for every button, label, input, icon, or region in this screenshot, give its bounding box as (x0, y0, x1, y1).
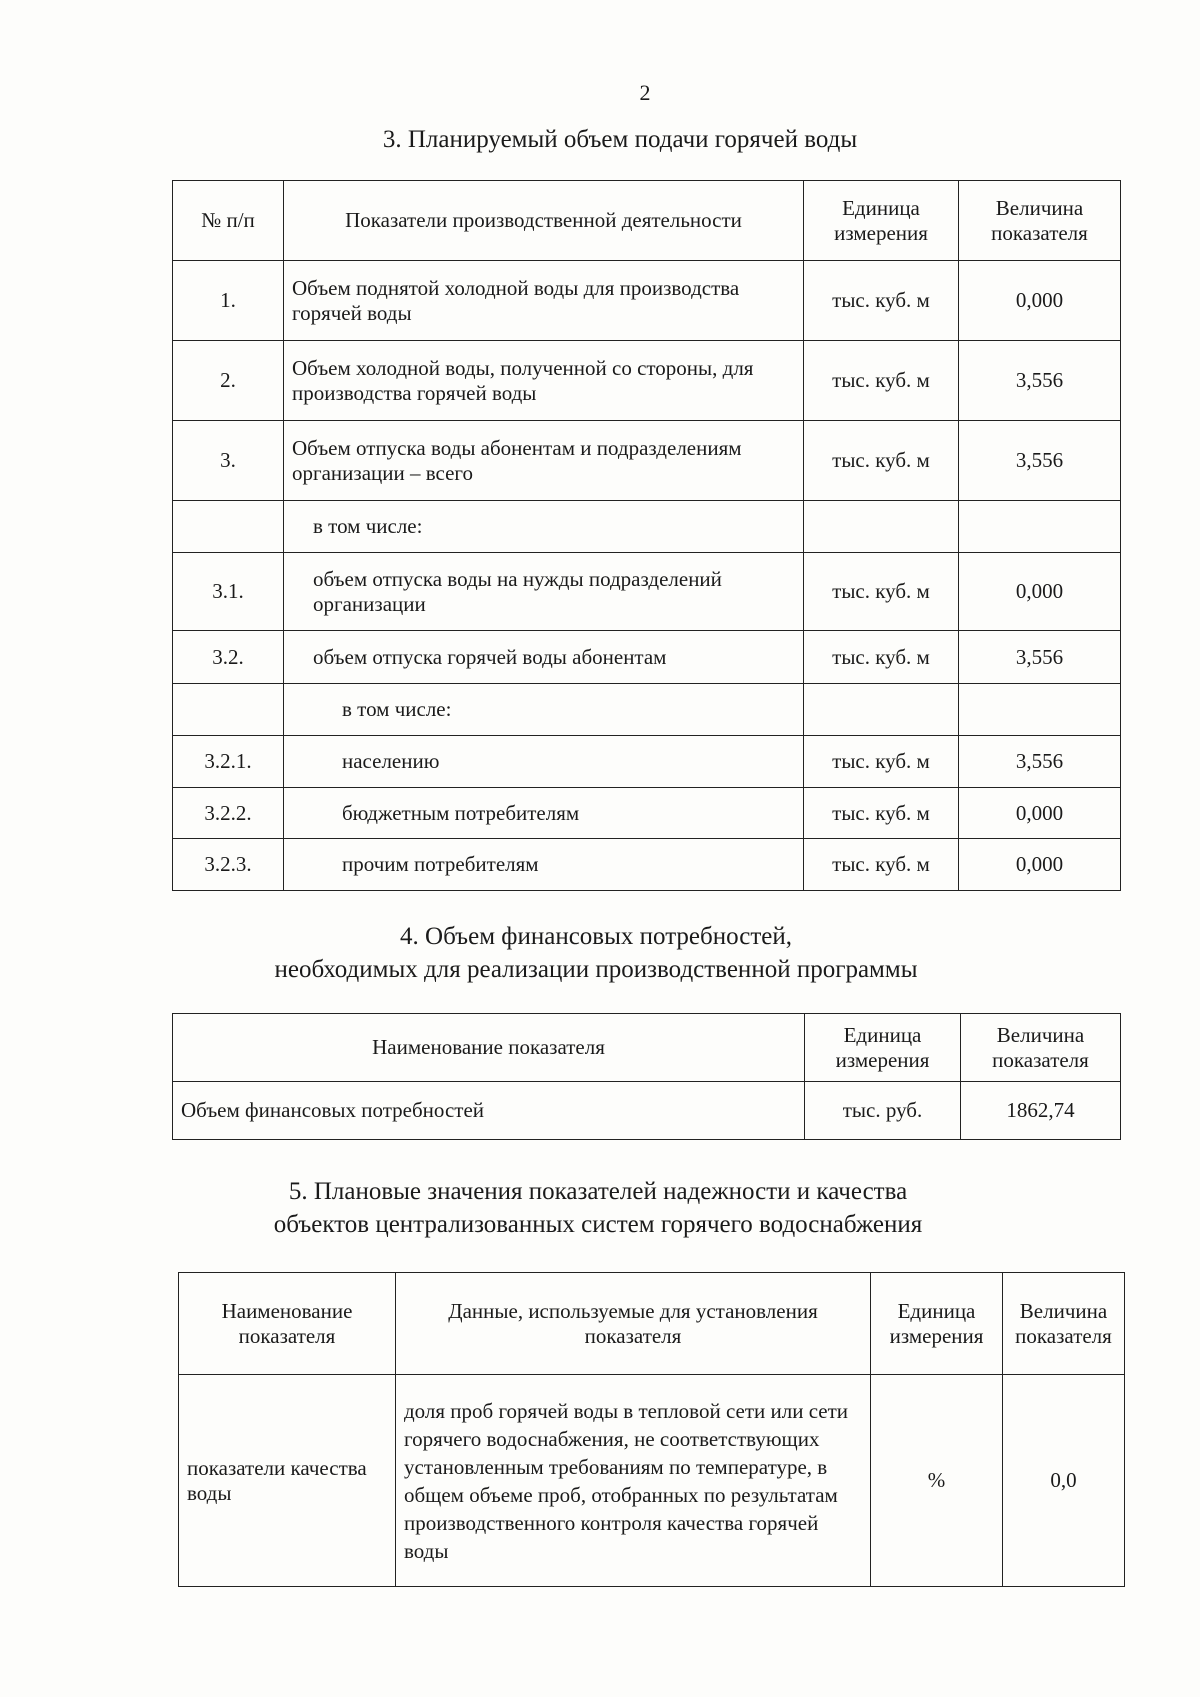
col-header-value: Величина показателя (961, 1014, 1121, 1082)
row-name: Объем поднятой холодной воды для производства горячей воды (284, 261, 804, 341)
row-value (959, 501, 1121, 553)
table-row (173, 553, 1121, 631)
row-name: Объем холодной воды, полученной со стороны, для производства горячей воды (284, 341, 804, 421)
row-value: 3,556 (959, 421, 1121, 501)
col-header-name: Наименование показателя (179, 1273, 396, 1375)
reliability-quality-table (178, 1272, 1125, 1587)
row-num: 3.2.1. (173, 736, 284, 788)
table-header-row (173, 181, 1121, 261)
col-header-unit: Единица измерения (804, 181, 959, 261)
col-header-value: Величина показателя (1003, 1273, 1125, 1375)
row-unit (804, 501, 959, 553)
table-row (173, 684, 1121, 736)
row-value (959, 684, 1121, 736)
row-value: 0,0 (1003, 1375, 1125, 1587)
table-header-row (173, 1014, 1121, 1082)
row-num: 3.2. (173, 631, 284, 684)
table-row (173, 1082, 1121, 1140)
page-number: 2 (639, 80, 651, 105)
table-row (173, 341, 1121, 421)
table-row (173, 839, 1121, 891)
row-value: 3,556 (959, 736, 1121, 788)
row-num (173, 684, 284, 736)
col-header-unit: Единица измерения (805, 1014, 961, 1082)
table-row (173, 421, 1121, 501)
row-unit: тыс. руб. (805, 1082, 961, 1140)
row-name: в том числе: (284, 501, 804, 553)
col-header-unit: Единица измерения (871, 1273, 1003, 1375)
row-name: бюджетным потребителям (284, 788, 804, 839)
section-5-title-line2: объектов централизованных систем горячего водоснабжения (273, 1211, 923, 1238)
table-row (173, 788, 1121, 839)
table-row (173, 501, 1121, 553)
row-num: 3. (173, 421, 284, 501)
section-5-title (0, 1175, 1196, 1241)
row-name: прочим потребителям (284, 839, 804, 891)
row-name: населению (284, 736, 804, 788)
row-unit: тыс. куб. м (804, 788, 959, 839)
row-unit: % (871, 1375, 1003, 1587)
row-name: Объем финансовых потребностей (173, 1082, 805, 1140)
row-value: 0,000 (959, 788, 1121, 839)
row-value: 0,000 (959, 553, 1121, 631)
section-5-title-line1: 5. Плановые значения показателей надежности и качества (288, 1178, 908, 1205)
col-header-data: Данные, используемые для установления показателя (396, 1273, 871, 1375)
row-num: 1. (173, 261, 284, 341)
row-num (173, 501, 284, 553)
row-unit: тыс. куб. м (804, 341, 959, 421)
col-header-name: Наименование показателя (173, 1014, 805, 1082)
supply-volume-table (172, 180, 1121, 891)
col-header-indicator: Показатели производственной деятельности (284, 181, 804, 261)
section-3-title: 3. Планируемый объем подачи горячей воды (382, 126, 858, 153)
row-name: объем отпуска воды на нужды подразделений организации (284, 553, 804, 631)
row-value: 3,556 (959, 631, 1121, 684)
table-row (173, 736, 1121, 788)
row-name: в том числе: (284, 684, 804, 736)
section-4-title (0, 920, 1192, 986)
row-name: показатели качества воды (179, 1375, 396, 1587)
financial-needs-table (172, 1013, 1121, 1140)
col-header-num: № п/п (173, 181, 284, 261)
section-4-title-line2: необходимых для реализации производственной программы (274, 956, 918, 983)
row-value: 1862,74 (961, 1082, 1121, 1140)
row-unit: тыс. куб. м (804, 736, 959, 788)
table-row (179, 1375, 1125, 1587)
table-row (173, 631, 1121, 684)
row-value: 0,000 (959, 839, 1121, 891)
row-value: 3,556 (959, 341, 1121, 421)
row-name: объем отпуска горячей воды абонентам (284, 631, 804, 684)
row-value: 0,000 (959, 261, 1121, 341)
section-4-title-line1: 4. Объем финансовых потребностей, (400, 923, 792, 950)
row-unit: тыс. куб. м (804, 553, 959, 631)
row-num: 3.1. (173, 553, 284, 631)
row-unit: тыс. куб. м (804, 631, 959, 684)
row-unit: тыс. куб. м (804, 421, 959, 501)
row-unit: тыс. куб. м (804, 839, 959, 891)
row-num: 3.2.3. (173, 839, 284, 891)
row-data: доля проб горячей воды в тепловой сети или сети горячего водоснабжения, не соответствующих установленным требованиям по температуре, в общем объеме проб, отобранных по результатам производственного контроля качества горячей воды (396, 1375, 871, 1587)
row-num: 3.2.2. (173, 788, 284, 839)
table-header-row (179, 1273, 1125, 1375)
row-num: 2. (173, 341, 284, 421)
row-unit (804, 684, 959, 736)
row-name: Объем отпуска воды абонентам и подразделениям организации – всего (284, 421, 804, 501)
col-header-value: Величина показателя (959, 181, 1121, 261)
table-row (173, 261, 1121, 341)
row-unit: тыс. куб. м (804, 261, 959, 341)
